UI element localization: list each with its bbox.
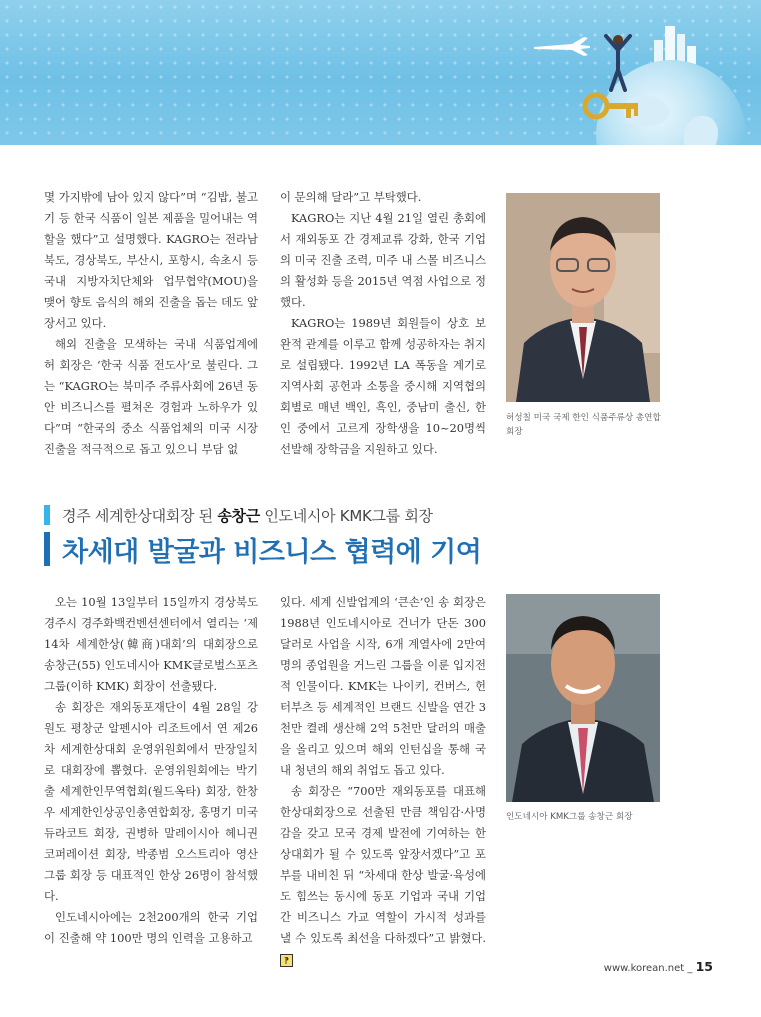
kicker-accent-bar	[44, 505, 50, 525]
headline-text: 차세대 발굴과 비즈니스 협력에 기여	[62, 536, 482, 568]
kicker-suffix: 인도네시아 KMK그룹 회장	[259, 506, 433, 525]
header-banner	[0, 0, 761, 145]
article1-column-1	[44, 187, 258, 460]
kicker-person-name: 송창근	[217, 506, 260, 525]
portrait-silhouette	[506, 594, 660, 802]
paragraph: 있다. 세계 신발업계의 ‘큰손’인 송 회장은 1988년 인도네시아로 건너가 단돈 300달러로 사업을 시작, 6개 계열사에 2만여 명의 종업원을 거느린 그룹을 이룬 입지전적 인물이다. KMK는 나이키, 컨버스, 헌터부츠 등 세계적인 브랜드 신발을 연간 3천만 켤레 생산해 2억 5천만 달러의 매출을 올리고 있으며 해외 인턴십을 통해 국내 청년의 해외 취업도 돕고 있다.	[280, 595, 486, 777]
page-footer	[604, 959, 713, 974]
portrait-photo-song	[506, 594, 660, 802]
paragraph: 인도네시아에는 2천200개의 한국 기업이 진출해 약 100만 명의 인력을 고용하고	[44, 910, 258, 945]
article1-column-2	[280, 187, 486, 460]
paragraph-text: 송 회장은 “700만 재외동포를 대표해 한상대회장으로 선출된 만큼 책임감·사명감을 갖고 모국 경제 발전에 기여하는 한상대회가 될 수 있도록 앞장서겠다”고 포부를 내비친 뒤 “차세대 한상 발굴·육성에도 힘쓰는 동시에 동포 기업과 국내 기업 간 비즈니스 가교 역할이 가시적 성과를 낼 수 있도록 최선을 다하겠다”고 밝혔다.	[280, 784, 486, 945]
paragraph: 몇 가지밖에 남아 있지 않다”며 “김밥, 불고기 등 한국 식품이 일본 제품을 밀어내는 역할을 했다”고 설명했다. KAGRO는 전라남북도, 경상북도, 부산시, 포항시, 속초시 등 국내 지방자치단체와 업무협약(MOU)을 맺어 향토 음식의 해외 진출을 돕는 데도 앞장서고 있다.	[44, 190, 258, 330]
photo-caption-heo: 허성칠 미국 국제 한인 식품주류상 총연합회장	[506, 413, 661, 437]
paragraph: KAGRO는 1989년 회원들이 상호 보완적 관계를 이루고 함께 성공하자는 취지로 설립됐다. 1992년 LA 폭동을 계기로 지역사회 공헌과 소통을 중시해 지역협의회별로 매년 백인, 흑인, 중남미 출신, 한인 중에서 고르게 장학생을 10~20명씩 선발해 장학금을 지원하고 있다.	[280, 316, 486, 456]
footer-site-url: www.korean.net _	[603, 963, 693, 974]
paragraph: KAGRO는 지난 4월 21일 열린 총회에서 재외동포 간 경제교류 강화, 한국 기업의 미국 진출 조력, 미주 내 스몰 비즈니스의 활성화 등을 2015년 역점 사업으로 정했다.	[280, 211, 486, 309]
kicker-text	[62, 505, 433, 526]
paragraph: 해외 진출을 모색하는 국내 식품업계에 허 회장은 ‘한국 식품 전도사’로 불린다. 그는 “KAGRO는 북미주 주류사회에 26년 동안 비즈니스를 펼쳐온 경험과 노하우가 있다”며 “한국의 중소 식품업체의 미국 시장 진출을 적극적으로 돕고 있으니 부담 없	[44, 337, 258, 456]
headline-accent-bar	[44, 532, 50, 566]
kicker-prefix: 경주 세계한상대회장 된	[62, 506, 218, 525]
paragraph: 오는 10월 13일부터 15일까지 경상북도 경주시 경주화백컨벤션센터에서 열리는 ‘제14차 세계한상(韓商)대회’의 대회장으로 송창근(55) 인도네시아 KMK글로벌스포츠그룹(이하 KMK) 회장이 선출됐다.	[44, 595, 258, 693]
article2-kicker	[44, 503, 433, 527]
paragraph	[280, 781, 486, 970]
page-number: 15	[695, 959, 713, 974]
article2-headline	[44, 530, 481, 568]
person-cheering-icon	[600, 32, 636, 92]
end-mark-icon: ⁋	[280, 954, 293, 967]
photo-caption-song: 인도네시아 KMK그룹 송창근 회장	[506, 812, 633, 822]
portrait-silhouette	[506, 193, 660, 402]
portrait-photo-heo	[506, 193, 660, 402]
airplane-icon	[532, 34, 592, 58]
article2-column-1	[44, 592, 258, 949]
paragraph: 송 회장은 재외동포재단이 4월 28일 강원도 평창군 알펜시아 리조트에서 연 제26차 세계한상대회 운영위원회에서 만장일치로 대회장에 뽑혔다. 운영위원회에는 박기출 세계한인무역협회(월드옥타) 회장, 한창우 세계한인상공인총연합회장, 홍명기 미국 듀라코트 회장, 권병하 말레이시아 헤니권코퍼레이션 회장, 박종범 오스트리아 영산그룹 회장 등 대표적인 한상 26명이 참석했다.	[44, 700, 258, 903]
article2-column-2	[280, 592, 486, 970]
golden-key-icon	[582, 88, 642, 124]
paragraph: 이 문의해 달라”고 부탁했다.	[280, 190, 422, 204]
